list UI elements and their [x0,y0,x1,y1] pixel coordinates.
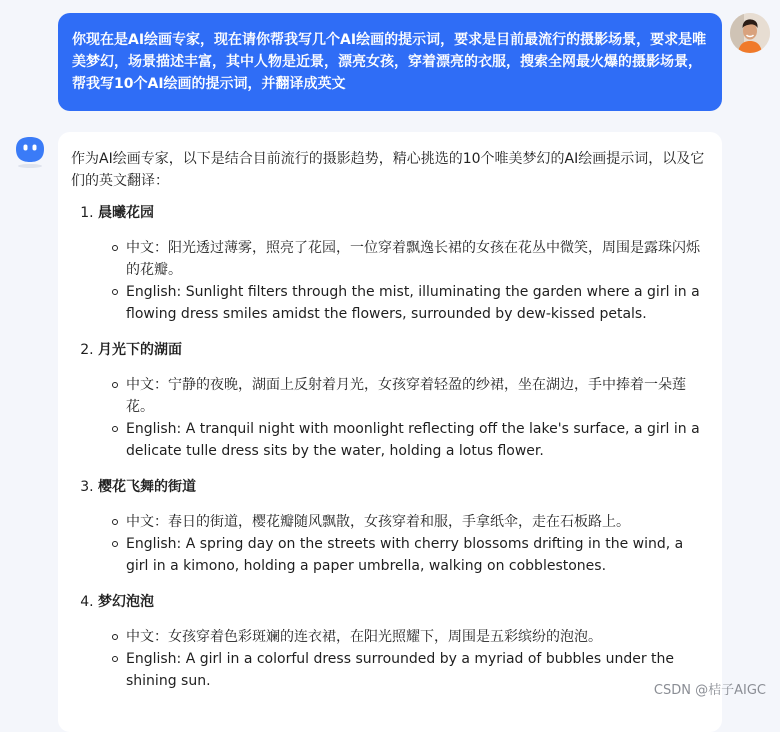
prompt-item [98,591,708,692]
prompt-lines [98,511,708,577]
prompt-lines [98,626,708,692]
bot-intro-text: 作为AI绘画专家，以下是结合目前流行的摄影趋势，精心挑选的10个唯美梦幻的AI绘画提示词，以及它们的英文翻译： [71,151,705,189]
bot-avatar [12,134,48,170]
prompt-chinese: 中文：宁静的夜晚，湖面上反射着月光，女孩穿着轻盈的纱裙，坐在湖边，手中捧着一朵莲花。 [126,374,708,418]
watermark-text: CSDN @桔子AIGC [653,683,766,698]
prompt-title: 1. 晨曦花园 [98,205,154,221]
bot-face-icon [12,134,48,170]
prompt-title: 2. 月光下的湖面 [98,342,182,358]
prompt-lines [98,237,708,325]
prompt-title: 3. 樱花飞舞的街道 [98,479,196,495]
user-avatar[interactable] [730,13,770,53]
prompt-english: English: A spring day on the streets with cherry blossoms drifting in the wind, a girl in a kimono, holding a paper umbrella, walking on cobblestones. [126,533,708,577]
prompt-title: 4. 梦幻泡泡 [98,594,154,610]
prompt-item [98,202,708,325]
prompt-english: English: A girl in a colorful dress surrounded by a myriad of bubbles under the shining sun. [126,648,708,692]
prompt-chinese: 中文：春日的街道，樱花瓣随风飘散，女孩穿着和服，手拿纸伞，走在石板路上。 [126,511,708,533]
bot-message-bubble [58,132,722,732]
prompt-english: English: A tranquil night with moonlight reflecting off the lake's surface, a girl in a delicate tulle dress sits by the water, holding a lotus flower. [126,418,708,462]
prompt-list [71,202,708,692]
prompt-english: English: Sunlight filters through the mist, illuminating the garden where a girl in a flowing dress smiles amidst the flowers, surrounded by dew-kissed petals. [126,281,708,325]
prompt-chinese: 中文：女孩穿着色彩斑斓的连衣裙，在阳光照耀下，周围是五彩缤纷的泡泡。 [126,626,708,648]
user-message-bubble: 你现在是AI绘画专家，现在请你帮我写几个AI绘画的提示词，要求是目前最流行的摄影场景，要求是唯美梦幻，场景描述丰富，其中人物是近景，漂亮女孩，穿着漂亮的衣服，搜索全网最火爆的摄影场景，帮我写10个AI绘画的提示词，并翻译成英文 [58,13,722,111]
prompt-item [98,339,708,462]
prompt-item [98,476,708,577]
prompt-chinese: 中文：阳光透过薄雾，照亮了花园，一位穿着飘逸长裙的女孩在花丛中微笑，周围是露珠闪烁的花瓣。 [126,237,708,281]
user-photo-icon [730,13,770,53]
prompt-lines [98,374,708,462]
